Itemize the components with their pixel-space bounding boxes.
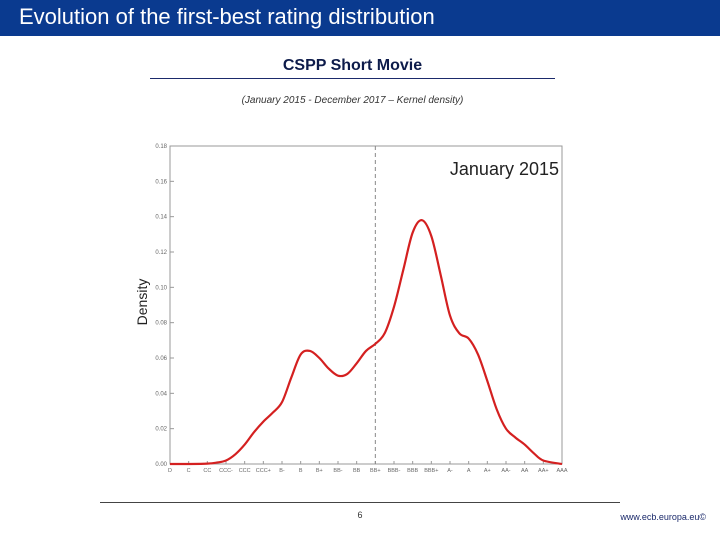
x-tick-label: AA- xyxy=(501,468,511,474)
x-tick-label: C xyxy=(186,468,191,474)
x-tick-label: D xyxy=(168,468,172,474)
x-tick-label: BBB- xyxy=(387,468,401,474)
x-tick-label: CCC xyxy=(238,468,251,474)
y-tick-label: 0.12 xyxy=(155,250,167,256)
density-plot xyxy=(130,118,620,476)
y-axis-label: Density xyxy=(134,278,150,326)
x-tick-label: BB+ xyxy=(370,468,381,474)
x-tick-label: A+ xyxy=(483,468,491,474)
y-tick-label: 0.06 xyxy=(155,356,167,362)
x-tick-label: BB- xyxy=(333,468,343,474)
chart-subtitle: CSPP Short Movie xyxy=(282,57,423,74)
x-tick-label: BBB xyxy=(407,468,419,474)
footer-url: www.ecb.europa.eu© xyxy=(620,512,706,522)
x-tick-label: A- xyxy=(447,468,453,474)
x-tick-label: B- xyxy=(279,468,285,474)
y-tick-label: 0.00 xyxy=(155,462,167,468)
y-tick-label: 0.08 xyxy=(155,320,167,327)
x-tick-label: AAA xyxy=(556,468,568,474)
x-tick-label: BBB+ xyxy=(424,468,439,474)
subtitle-divider xyxy=(150,78,555,79)
y-tick-label: 0.04 xyxy=(155,391,167,398)
density-chart xyxy=(130,118,620,476)
x-tick-label: B xyxy=(298,468,303,474)
y-tick-label: 0.14 xyxy=(155,214,167,221)
y-tick-label: 0.18 xyxy=(155,144,167,150)
slide-title: Evolution of the first-best rating distribution xyxy=(19,4,435,29)
x-tick-label: AA xyxy=(520,468,529,474)
x-tick-label: B+ xyxy=(315,468,323,474)
y-tick-label: 0.16 xyxy=(155,179,167,186)
x-tick-label: CCC- xyxy=(219,468,233,474)
footer-divider xyxy=(100,502,620,503)
chart-caption: (January 2015 - December 2017 – Kernel density) xyxy=(241,95,464,106)
page-number: 6 xyxy=(357,510,363,520)
y-tick-label: 0.10 xyxy=(155,285,167,292)
y-tick-label: 0.02 xyxy=(155,426,167,433)
x-tick-label: CCC+ xyxy=(255,468,271,474)
x-tick-label: CC xyxy=(203,468,212,474)
x-tick-label: AA+ xyxy=(538,468,549,474)
x-tick-label: BB xyxy=(352,468,361,474)
period-annotation: January 2015 xyxy=(449,159,559,179)
x-tick-label: A xyxy=(466,468,471,474)
